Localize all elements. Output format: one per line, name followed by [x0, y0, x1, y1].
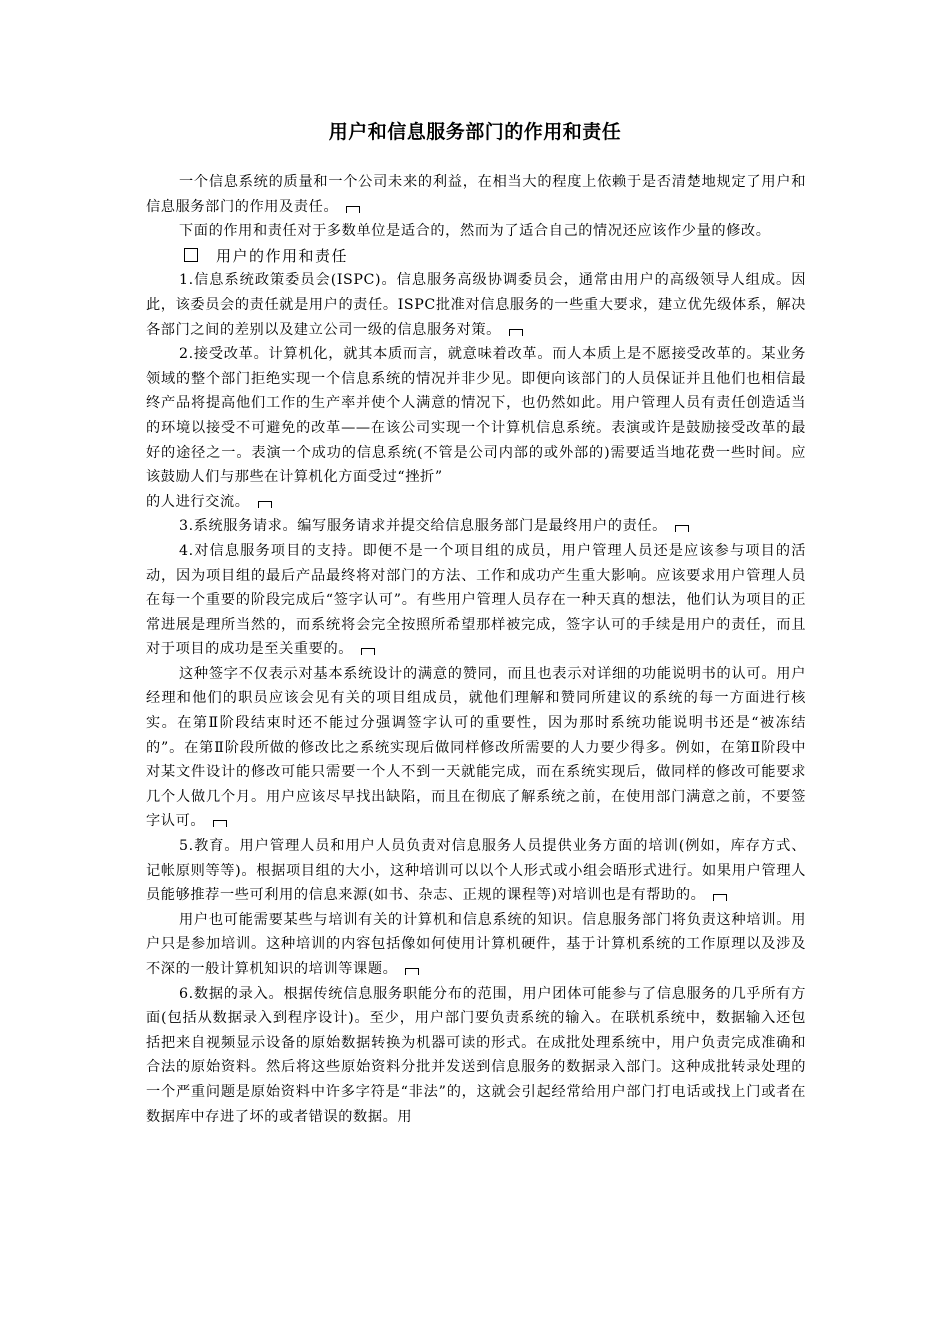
paragraph: 下面的作用和责任对于多数单位是适合的，然而为了适合自己的情况还应该作少量的修改。 [179, 223, 771, 240]
list-item: 2.接受改革。计算机化，就其本质而言，就意味着改革。而人本质上是不愿接受改革的。某业务领域的整个部门拒绝实现一个信息系统的情况并非少见。即便向该部门的人员保证并且他们也相信最终产品将提高他们工作的生产率并使个人满意的情况下，也仍然如此。用户管理人员有责任创造适当的环境以接受不可避免的改革——在该公司实现一个计算机信息系统。表演或许是鼓励接受改革的最好的途径之一。表演一个成功的信息系统(不管是公司内部的或外部的)需要适当地花费一些时间。应该鼓励人们与那些在计算机化方面受过“挫折” [146, 346, 806, 486]
document-title: 用户和信息服务部门的作用和责任 [328, 121, 622, 143]
paragraph-continuation: 的人进行交流。 [146, 490, 806, 515]
checkbox-square-icon [184, 248, 198, 262]
paragraph-mark-icon [213, 820, 227, 827]
section-heading: 用户的作用和责任 [146, 244, 806, 269]
paragraph: 用户也可能需要某些与培训有关的计算机和信息系统的知识。信息服务部门将负责这种培训。用户只是参加培训。这种培训的内容包括像如何使用计算机硬件，基于计算机系统的工作原理以及涉及不深的一般计算机知识的培训等课题。 [146, 911, 806, 977]
document-body [146, 170, 806, 1129]
list-item: 4.对信息服务项目的支持。即便不是一个项目组的成员，用户管理人员还是应该参与项目的活动，因为项目组的最后产品最终将对部门的方法、工作和成功产生重大影响。应该要求用户管理人员在每一个重要的阶段完成后“签字认可”。有些用户管理人员存在一种天真的想法，他们认为项目的正常进展是理所当然的，而系统将会完全按照所希望那样被完成，签字认可的手续是用户的责任，而且对于项目的成功是至关重要的。 [146, 542, 806, 658]
paragraph-mark-icon [713, 894, 727, 901]
paragraph-mark-icon [405, 968, 419, 975]
paragraph-mark-icon [346, 206, 360, 213]
list-item: 6.数据的录入。根据传统信息服务职能分布的范围，用户团体可能参与了信息服务的几乎所有方面(包括从数据录入到程序设计)。至少，用户部门要负责系统的输入。在联机系统中，数据输入还包括把来自视频显示设备的原始数据转换为机器可读的形式。在成批处理系统中，用户负责完成准确和合法的原始资料。然后将这些原始资料分批并发送到信息服务的数据录入部门。这种成批转录处理的一个严重问题是原始资料中许多字符是“非法”的，这就会引起经常给用户部门打电话或找上门或者在数据库中存进了坏的或者错误的数据。用 [146, 985, 806, 1125]
list-item: 5.教育。用户管理人员和用户人员负责对信息服务人员提供业务方面的培训(例如，库存方式、记帐原则等等)。根据项目组的大小，这种培训可以以个人形式或小组会晤形式进行。如果用户管理人员能够推荐一些可利用的信息来源(如书、杂志、正规的课程等)对培训也是有帮助的。 [146, 838, 806, 904]
paragraph-mark-icon [258, 501, 272, 508]
paragraph-mark-icon [675, 525, 689, 532]
paragraph-mark-icon [361, 648, 375, 655]
paragraph-mark-icon [509, 329, 523, 336]
list-item: 3.系统服务请求。编写服务请求并提交给信息服务部门是最终用户的责任。 [146, 514, 806, 539]
paragraph: 一个信息系统的质量和一个公司未来的利益，在相当大的程度上依赖于是否清楚地规定了用户和信息服务部门的作用及责任。 [146, 174, 806, 215]
paragraph: 这种签字不仅表示对基本系统设计的满意的赞同，而且也表示对详细的功能说明书的认可。用户经理和他们的职员应该会见有关的项目组成员，就他们理解和赞同所建议的系统的每一方面进行核实。在第Ⅱ阶段结束时还不能过分强调签字认可的重要性，因为那时系统功能说明书还是“被冻结的”。在第Ⅱ阶段所做的修改比之系统实现后做同样修改所需要的人力要少得多。例如，在第Ⅱ阶段中对某文件设计的修改可能只需要一个人不到一天就能完成，而在系统实现后，做同样的修改可能要求几个人做几个月。用户应该尽早找出缺陷，而且在彻底了解系统之前，在使用部门满意之前，不要签字认可。 [146, 665, 806, 830]
list-item: 1.信息系统政策委员会(ISPC)。信息服务高级协调委员会，通常由用户的高级领导人组成。因此，该委员会的责任就是用户的责任。ISPC批准对信息服务的一些重大要求，建立优先级体系，解决各部门之间的差别以及建立公司一级的信息服务对策。 [146, 272, 806, 338]
